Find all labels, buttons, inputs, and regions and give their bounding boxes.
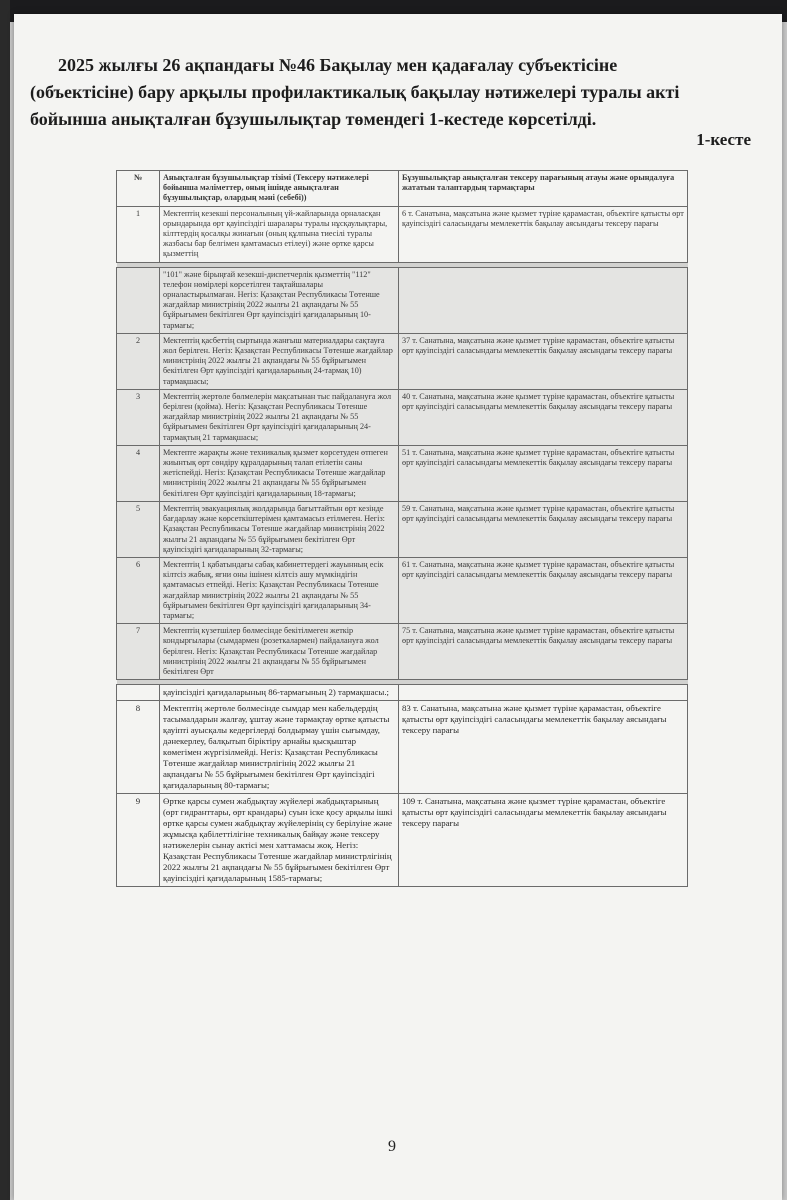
row-violation: Мектептің 1 қабатындағы сабақ кабинеттердегі жауынның есік кілтсіз жабық, яғни оны ішінен кілтсіз ашу мүмкіндігін қамтамасыз етпейді. Негіз: Қазақстан Республикасы Төтенше жағдайлар министрінің 2022 жылғы 21 ақпандағы № 55 бұйрығымен бекітілген Өрт қауіпсіздігі қағидаларының 34-тармағы; [160, 557, 399, 623]
row-checklist: 59 т. Санатына, мақсатына және қызмет түріне қарамастан, объектіге қатысты өрт қауіпсіздігі саласындағы мемлекеттік бақылау аясындағы тексеру парағы [399, 501, 688, 557]
row-number: 1 [117, 206, 160, 262]
row-violation: Мектептің кезекші персоналының үй-жайларында орналасқан орындарында өрт қауіпсіздігі шаралары туралы нұсқаулықтары, кілттердің қосалқы жинағын (оның құлпына тиесілі туралы жазбасы бар белгімен қамтамасыз етілеуі) және өртке қарсы қызметтің [160, 206, 399, 262]
row-number: 6 [117, 557, 160, 623]
table-row [117, 794, 688, 887]
row-checklist: 6 т. Санатына, мақсатына және қызмет түріне қарамастан, объектіге қатысты өрт қауіпсіздігі саласындағы мемлекеттік бақылау аясындағы тексеру парағы [399, 206, 688, 262]
row-number: 9 [117, 794, 160, 887]
row-checklist: 37 т. Санатына, мақсатына және қызмет түріне қарамастан, объектіге қатысты өрт қауіпсіздігі саласындағы мемлекеттік бақылау аясындағы тексеру парағы [399, 333, 688, 389]
table-caption: 1-кесте [696, 130, 751, 149]
row-violation: Мектептің эвакуациялық жолдарында бағыттайтын өрт кезінде бағдарлау және көрсеткіштерімен қамтамасыз етілмеген. Негіз: Қазақстан Республикасы Төтенше жағдайлар министрінің 2022 жылғы 21 ақпандағы № 55 бұйрығымен бекітілген Өрт қауіпсіздігі қағидаларының 32-тармағы; [160, 501, 399, 557]
row-violation: Өртке қарсы сумен жабдықтау жүйелері жабдықтарының (өрт гидранттары, өрт крандары) суын іске қосу арқылы ішкі өртке қарсы сумен жабдықтау жүйелерінің су берілуіне және жұмысқа қабілеттілігіне техникалық байқау және тексеру нәтижелерін сынау актісі мен хаттамасы жоқ. Негіз: Қазақстан Республикасы Төтенше жағдайлар министрлігінің 2022 жылғы 21 ақпандағы № 55 бұйрығымен бекітілген Өрт қауіпсіздігі қағидаларының 1585-тармағы; [160, 794, 399, 887]
row-violation: Мектепте жарақты және техникалық қызмет көрсетуден өтпеген жиынтық өрт сөндіру құралдарының талап етілетін саны жетіспейді. Негіз: Қазақстан Республикасы Төтенше жағдайлар министрінің 2022 жылғы 21 ақпандағы № 55 бұйрығымен бекітілген Өрт қауіпсіздігі қағидаларының 18-тармағы; [160, 445, 399, 501]
intro-paragraph [30, 52, 750, 133]
table-row [117, 685, 688, 701]
row-number: 2 [117, 333, 160, 389]
row-number: 4 [117, 445, 160, 501]
row-checklist: 109 т. Санатына, мақсатына және қызмет түріне қарамастан, объектіге қатысты өрт қауіпсіздігі саласындағы мемлекеттік бақылау аясындағы тексеру парағы [399, 794, 688, 887]
table-row [117, 557, 688, 623]
header-checklist: Бұзушылықтар анықталған тексеру парағының атауы және орындалуға жататын талаптардың тармақтары [399, 171, 688, 207]
row-violation: Мектептің қасбеттің сыртында жанғыш материалдары сақтауға жол берілген. Негіз: Қазақстан Республикасы Төтенше жағдайлар министрінің 2022 жылғы 21 ақпандағы № 55 бұйрығымен бекітілген Өрт қауіпсіздігі қағидаларының 24-тармақ 10) тармақшасы; [160, 333, 399, 389]
row-checklist [399, 685, 688, 701]
row-checklist [399, 267, 688, 333]
row-checklist: 51 т. Санатына, мақсатына және қызмет түріне қарамастан, объектіге қатысты өрт қауіпсіздігі саласындағы мемлекеттік бақылау аясындағы тексеру парағы [399, 445, 688, 501]
page-number: 9 [388, 1138, 396, 1155]
table-row [117, 267, 688, 333]
row-violation: "101" және бірыңғай кезекші-диспетчерлік қызметтің "112" телефон нөмірлері көрсетілген тақтайшалары орналастырылмаған. Негіз: Қазақстан Республикасы Төтенше жағдайлар министрінің 2022 жылғы 21 ақпандағы № 55 бұйрығымен бекітілген Өрт қауіпсіздігі қағидаларының 10-тармағы; [160, 267, 399, 333]
row-violation: қауіпсіздігі қағидаларының 86-тармағының 2) тармақшасы.; [160, 685, 399, 701]
row-number: 7 [117, 624, 160, 680]
intro-line: 2025 жылғы 26 ақпандағы №46 Бақылау мен қадағалау субъектісіне [58, 55, 618, 75]
intro-line: (объектісіне) бару арқылы профилактикалық бақылау нәтижелері туралы акті [30, 82, 680, 102]
row-violation: Мектептің жертөле бөлмелерін мақсатынан тыс пайдалануға жол берілген (қойма). Негіз: Қазақстан Республикасы Төтенше жағдайлар министрінің 2022 жылғы 21 ақпандағы № 55 бұйрығымен бекітілген Өрт қауіпсіздігі қағидаларының 24-тармақтың 21 тармақшасы; [160, 389, 399, 445]
table-header-row [117, 171, 688, 207]
background-left [0, 0, 10, 1200]
header-number: № [117, 171, 160, 207]
row-checklist: 40 т. Санатына, мақсатына және қызмет түріне қарамастан, объектіге қатысты өрт қауіпсіздігі саласындағы мемлекеттік бақылау аясындағы тексеру парағы [399, 389, 688, 445]
intro-line: бойынша анықталған бұзушылықтар төмендегі 1-кестеде көрсетілді. [30, 109, 597, 129]
table-row [117, 445, 688, 501]
row-checklist: 83 т. Санатына, мақсатына және қызмет түріне қарамастан, объектіге қатысты өрт қауіпсіздігі саласындағы мемлекеттік бақылау аясындағы тексеру парағы [399, 701, 688, 794]
row-number [117, 685, 160, 701]
table-row [117, 389, 688, 445]
violations-table [116, 170, 688, 887]
row-checklist: 75 т. Санатына, мақсатына және қызмет түріне қарамастан, объектіге қатысты өрт қауіпсіздігі саласындағы мемлекеттік бақылау аясындағы тексеру парағы [399, 624, 688, 680]
row-number: 5 [117, 501, 160, 557]
table-row [117, 206, 688, 262]
row-number: 8 [117, 701, 160, 794]
table-row [117, 701, 688, 794]
row-number: 3 [117, 389, 160, 445]
table-row [117, 333, 688, 389]
row-violation: Мектептің жертөле бөлмесінде сымдар мен кабельдердің тасымалдарын жалғау, ұштау және тармақтау өртке қатысты қауіпті ауысқалы кедергілерді болдырмау үшін сығымдау, дәнекерлеу, балқытып біріктіру арнайы қысқыштар көмегімен жүргізілмейді. Негіз: Қазақстан Республикасы Төтенше жағдайлар министрлігінің 2022 жылғы 21 ақпандағы № 55 бұйрығымен бекітілген Өрт қауіпсіздігі қағидаларының 80-тармағы; [160, 701, 399, 794]
table-row [117, 501, 688, 557]
row-number [117, 267, 160, 333]
row-violation: Мектептің күзетшілер бөлмесінде бекітілмеген жеткір кондыргылары (сымдармен (розеткалармен) пайдалануға жол берілген. Негіз: Қазақстан Республикасы Төтенше жағдайлар министрінің 2022 жылғы 21 ақпандағы № 55 бұйрығымен бекітілген Өрт [160, 624, 399, 680]
table-row [117, 624, 688, 680]
row-checklist: 61 т. Санатына, мақсатына және қызмет түріне қарамастан, объектіге қатысты өрт қауіпсіздігі саласындағы мемлекеттік бақылау аясындағы тексеру парағы [399, 557, 688, 623]
header-violations: Анықталған бұзушылықтар тізімі (Тексеру нәтижелері бойынша мәліметтер, оның ішінде анықталған бұзушылықтар, олардың мәні (себебі)) [160, 171, 399, 207]
